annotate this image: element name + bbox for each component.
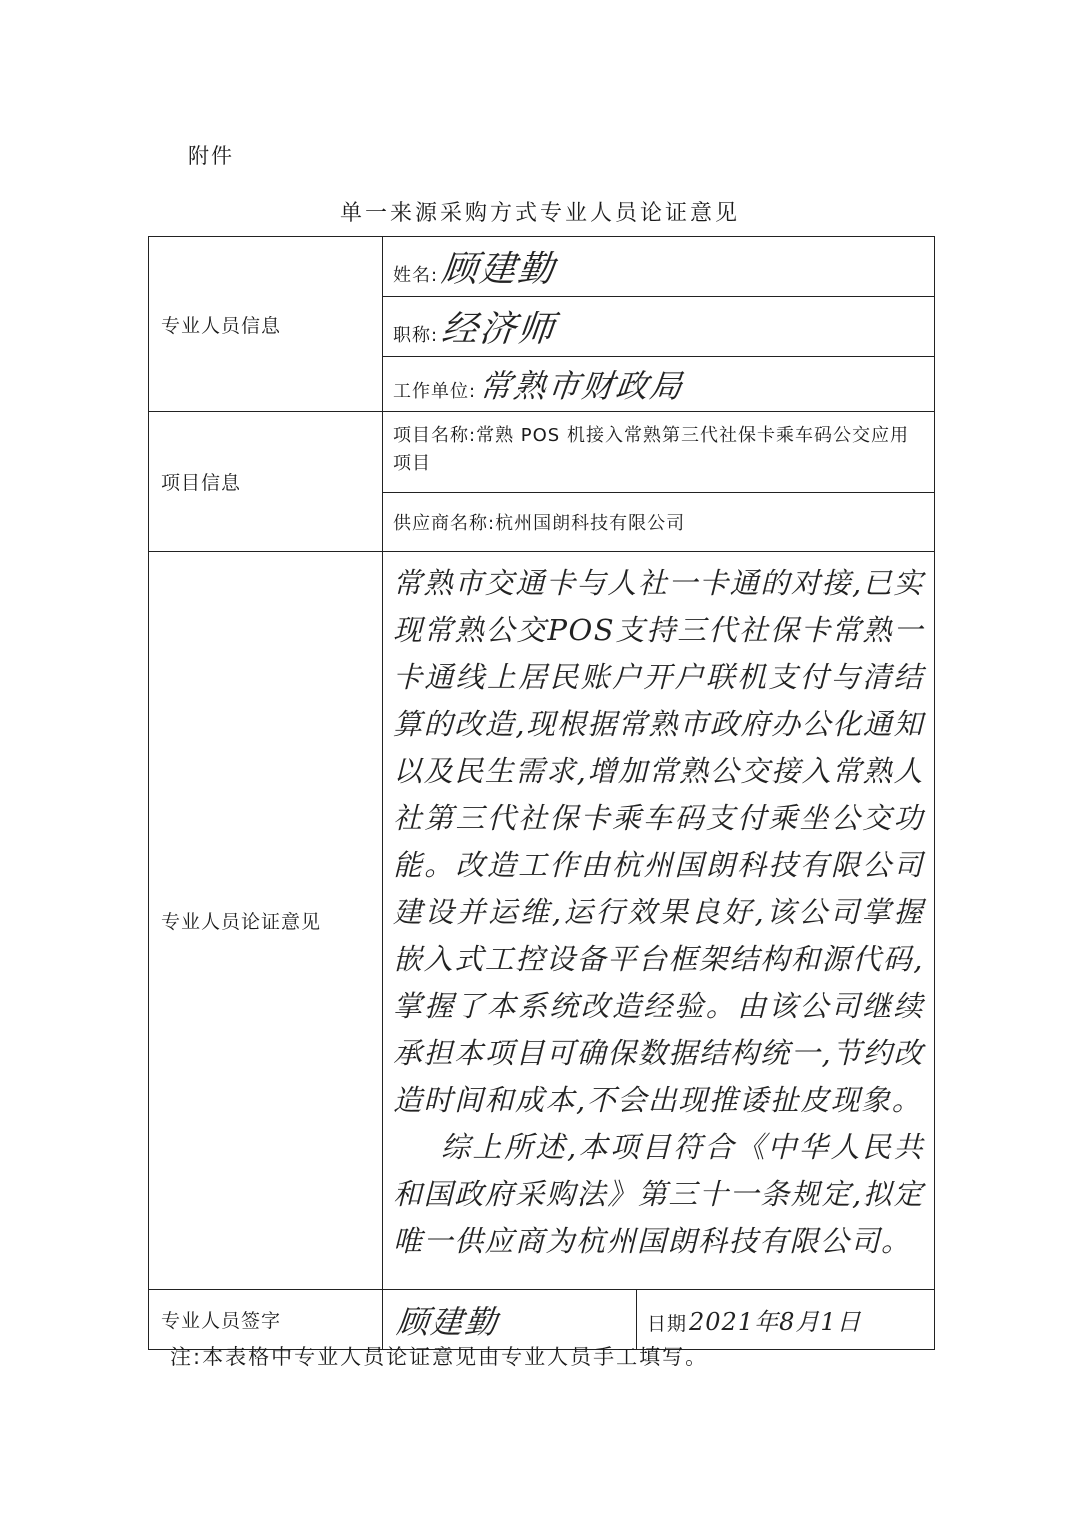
opinion-cell [383,552,935,1290]
name-cell [383,237,935,297]
project-name: 项目名称:常熟 POS 机接入常熟第三代社保卡乘车码公交应用项目 [383,412,935,493]
project-name-row [149,412,935,493]
project-section-label: 项目信息 [149,412,383,552]
opinion-form-table [148,236,935,1350]
supplier-name: 供应商名称:杭州国朗科技有限公司 [383,493,935,552]
title-cell [383,297,935,357]
footer-note: 注:本表格中专业人员论证意见由专业人员手工填写。 [170,1345,709,1369]
name-label: 姓名: [393,265,439,286]
attachment-label: 附件 [188,144,234,168]
name-handwritten: 顾建勤 [439,249,558,290]
date-label: 日期 [647,1313,688,1335]
unit-handwritten: 常熟市财政局 [477,367,686,405]
title-handwritten: 经济师 [439,309,558,350]
document-title: 单一来源采购方式专业人员论证意见 [339,201,740,226]
opinion-section-label: 专业人员论证意见 [149,552,383,1290]
title-label: 职称: [393,325,439,346]
date-handwritten: 2021年8月1日 [689,1308,862,1336]
signature-label: 专业人员签字 [149,1290,383,1350]
opinion-row [149,552,935,1290]
opinion-paragraph-2: 综上所述,本项目符合《中华人民共和国政府采购法》第三十一条规定,拟定唯一供应商为杭州国朗科技有限公司。 [393,1130,924,1258]
signature-handwritten: 顾建勤 [394,1302,501,1341]
personnel-section-label: 专业人员信息 [149,237,383,412]
unit-cell [383,357,935,412]
name-row [149,237,935,297]
opinion-paragraph-1: 常熟市交通卡与人社一卡通的对接,已实现常熟公交POS支持三代社保卡常熟一卡通线上居民账户开户联机支付与清结算的改造,现根据常熟市政府办公化通知以及民生需求,增加常熟公交接入常熟人社第三代社保卡乘车码支付乘坐公交功能。改造工作由杭州国朗科技有限公司建设并运维,运行效果良好,该公司掌握嵌入式工控设备平台框架结构和源代码,掌握了本系统改造经验。由该公司继续承担本项目可确保数据结构统一,节约改造时间和成本,不会出现推诿扯皮现象。 [393,566,924,1117]
unit-label: 工作单位: [393,381,477,402]
